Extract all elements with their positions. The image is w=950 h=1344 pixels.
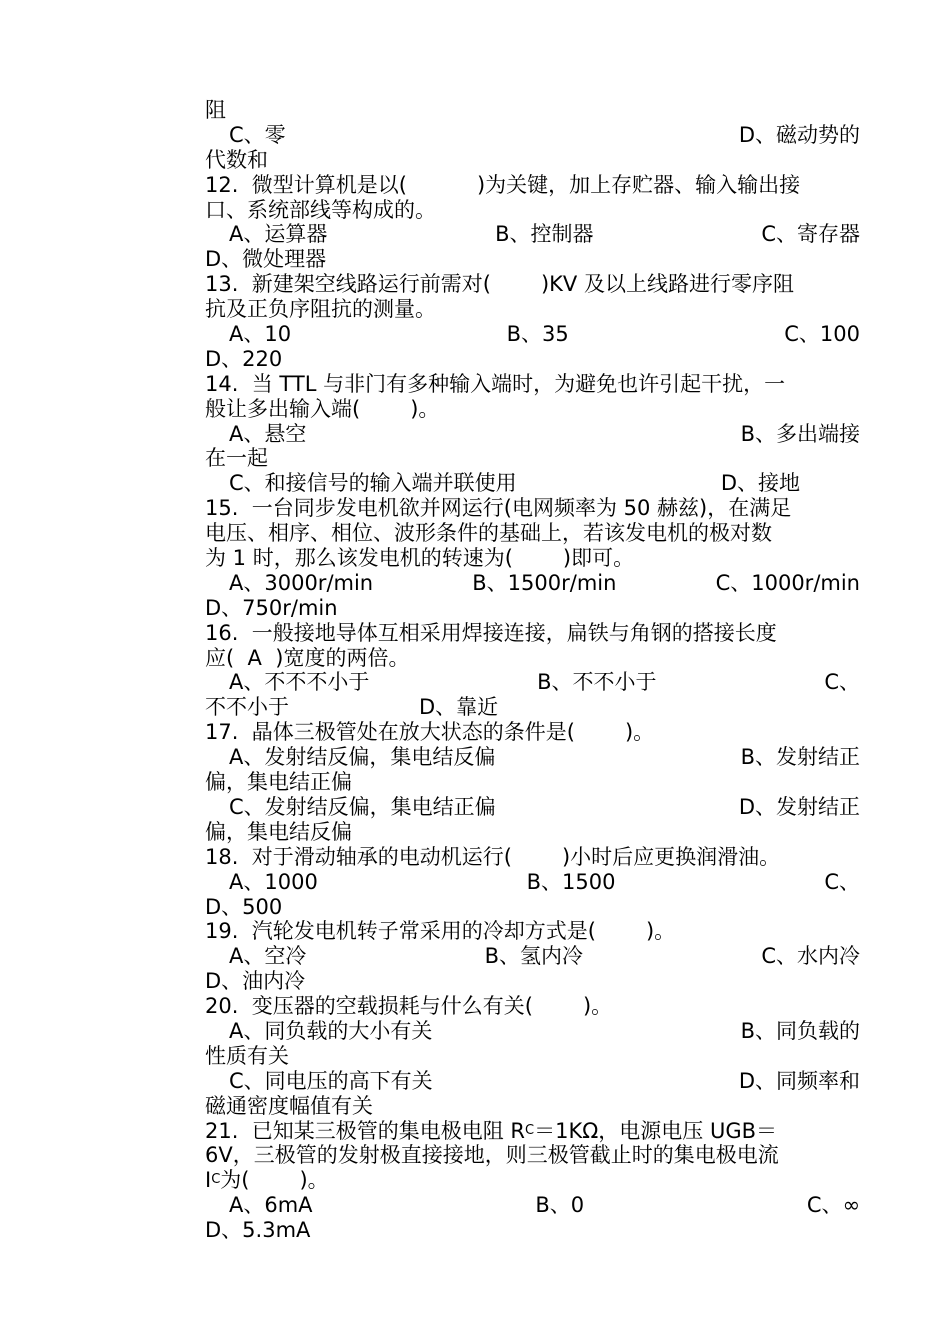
line-text: 偏，集电结反偏 — [205, 819, 352, 844]
line-text: I — [205, 1168, 212, 1193]
options-line — [205, 969, 860, 994]
question-19 — [205, 919, 860, 944]
option-c: C、1000r/min — [715, 570, 860, 595]
option-b: B、发射结正 — [740, 745, 860, 770]
option-b: B、1500 — [526, 869, 616, 894]
line-text: 抗及正负序阻抗的测量。 — [205, 297, 436, 322]
option-d: D、接地 — [720, 471, 800, 496]
text-line — [205, 546, 860, 571]
option-c: C、 — [824, 869, 860, 894]
line-text: 为 1 时，那么该发电机的转速为( — [205, 546, 513, 571]
options-line — [205, 1019, 860, 1044]
question-text: )小时后应更换润滑油。 — [561, 844, 781, 869]
line-text: 般让多出输入端( — [205, 396, 361, 421]
options-line — [205, 795, 860, 820]
line-text: )。 — [410, 396, 440, 421]
line-text: 阻 — [205, 98, 226, 122]
subscript: C — [525, 1122, 535, 1138]
question-14 — [205, 372, 860, 397]
option-a: A、1000 — [229, 869, 318, 894]
options-line — [205, 745, 860, 770]
option-a: A、不不不小于 — [229, 670, 370, 695]
option-b: B、1500r/min — [472, 570, 617, 595]
option-a: A、同负载的大小有关 — [229, 1018, 433, 1043]
text-line — [205, 1044, 860, 1069]
question-text: ＝1KΩ，电源电压 UGB＝ — [534, 1118, 777, 1143]
options-line — [205, 1193, 860, 1218]
option-c: C、同电压的高下有关 — [229, 1068, 433, 1093]
question-text: )。 — [582, 994, 613, 1019]
option-d: D、磁动势的 — [738, 122, 860, 147]
subscript: C — [211, 1172, 221, 1188]
option-c: C、∞ — [806, 1193, 860, 1218]
option-b: B、35 — [506, 322, 569, 347]
option-a: A、3000r/min — [229, 570, 374, 595]
options-line — [205, 123, 860, 148]
line-text: 在一起 — [205, 446, 268, 471]
option-a: A、发射结反偏，集电结反偏 — [229, 745, 496, 770]
option-a: A、悬空 — [229, 421, 307, 446]
question-13 — [205, 272, 860, 297]
options-line — [205, 895, 860, 920]
option-d: D、靠近 — [419, 695, 499, 720]
option-c: C、水内冷 — [761, 944, 860, 969]
question-12 — [205, 173, 860, 198]
option-a: A、空冷 — [229, 944, 307, 969]
question-text: 14. 当 TTL 与非门有多种输入端时，为避免也许引起干扰，一 — [205, 371, 786, 396]
options-line — [205, 1069, 860, 1094]
options-line — [205, 422, 860, 447]
question-21 — [205, 1119, 860, 1144]
line-text: 性质有关 — [205, 1043, 289, 1068]
options-line — [205, 222, 860, 247]
text-line — [205, 297, 860, 322]
question-text: )为关键，加上存贮器、输入输出接 — [476, 172, 801, 197]
option-a: A、运算器 — [229, 222, 328, 247]
question-text: 15. 一台同步发电机欲并网运行(电网频率为 50 赫兹)，在满足 — [205, 496, 792, 521]
option-c: C、寄存器 — [761, 222, 860, 247]
line-text: 磁通密度幅值有关 — [205, 1093, 373, 1118]
question-text: )。 — [645, 919, 676, 944]
option-c: C、和接信号的输入端并联使用 — [229, 471, 517, 496]
line-text: 电压、相序、相位、波形条件的基础上，若该发电机的极对数 — [205, 521, 772, 546]
question-15 — [205, 496, 860, 521]
option-a: A、10 — [229, 322, 292, 347]
question-text: )。 — [624, 720, 655, 745]
option-b: B、同负载的 — [740, 1018, 860, 1043]
exam-page — [205, 98, 860, 1243]
options-line — [205, 471, 860, 496]
option-c-cont: 不不小于 — [205, 695, 289, 720]
option-b: B、0 — [535, 1193, 585, 1218]
options-line — [205, 944, 860, 969]
text-line — [205, 98, 860, 123]
line-text: 偏，集电结正偏 — [205, 770, 352, 795]
text-line — [205, 521, 860, 546]
options-line — [205, 247, 860, 272]
question-text: 21. 已知某三极管的集电极电阻 R — [205, 1118, 526, 1143]
options-line — [205, 347, 860, 372]
option-c: C、发射结反偏，集电结正偏 — [229, 794, 496, 819]
text-line — [205, 770, 860, 795]
options-line — [205, 1218, 860, 1243]
text-line — [205, 397, 860, 422]
line-text: )即可。 — [562, 546, 635, 571]
question-text: 20. 变压器的空载损耗与什么有关( — [205, 994, 533, 1019]
question-text: 18. 对于滑动轴承的电动机运行( — [205, 844, 512, 869]
question-text: 16. 一般接地导体互相采用焊接连接，扁铁与角钢的搭接长度 — [205, 620, 777, 645]
option-b: B、氢内冷 — [484, 944, 584, 969]
line-text: )。 — [299, 1168, 329, 1193]
text-line — [205, 646, 860, 671]
options-line — [205, 670, 860, 695]
line-text: 代数和 — [205, 147, 268, 172]
option-d: D、发射结正 — [738, 794, 860, 819]
question-17 — [205, 720, 860, 745]
option-b: B、控制器 — [495, 222, 594, 247]
option-c: C、 — [824, 670, 860, 695]
option-b: B、不不小于 — [537, 670, 657, 695]
options-line — [205, 596, 860, 621]
question-20 — [205, 994, 860, 1019]
question-text: 19. 汽轮发电机转子常采用的冷却方式是( — [205, 919, 596, 944]
text-line — [205, 1094, 860, 1119]
question-text: 17. 晶体三极管处在放大状态的条件是( — [205, 720, 575, 745]
option-d: D、750r/min — [205, 595, 338, 620]
question-18 — [205, 845, 860, 870]
options-line — [205, 322, 860, 347]
option-d: D、微处理器 — [205, 247, 327, 272]
question-text: )KV 及以上线路进行零序阻 — [540, 272, 794, 297]
option-d: D、同频率和 — [738, 1068, 860, 1093]
option-d: D、500 — [205, 894, 283, 919]
text-line — [205, 446, 860, 471]
line-text: 应( A )宽度的两倍。 — [205, 645, 410, 670]
option-b: B、多出端接 — [740, 421, 860, 446]
text-line — [205, 820, 860, 845]
option-c: C、零 — [229, 122, 286, 147]
options-line — [205, 870, 860, 895]
option-d: D、5.3mA — [205, 1218, 311, 1243]
option-d: D、油内冷 — [205, 969, 306, 994]
question-16 — [205, 621, 860, 646]
options-line — [205, 695, 860, 720]
question-text: 12. 微型计算机是以( — [205, 172, 407, 197]
question-text: 13. 新建架空线路运行前需对( — [205, 272, 491, 297]
text-line — [205, 198, 860, 223]
option-c: C、100 — [784, 322, 860, 347]
option-d: D、220 — [205, 346, 283, 371]
text-line — [205, 1168, 860, 1193]
option-a: A、6mA — [229, 1193, 313, 1218]
line-text: 6V，三极管的发射极直接接地，则三极管截止时的集电极电流 — [205, 1143, 779, 1168]
line-text: 口、系统部线等构成的。 — [205, 197, 436, 222]
line-text: 为( — [220, 1168, 250, 1193]
text-line — [205, 1143, 860, 1168]
text-line — [205, 148, 860, 173]
options-line — [205, 571, 860, 596]
